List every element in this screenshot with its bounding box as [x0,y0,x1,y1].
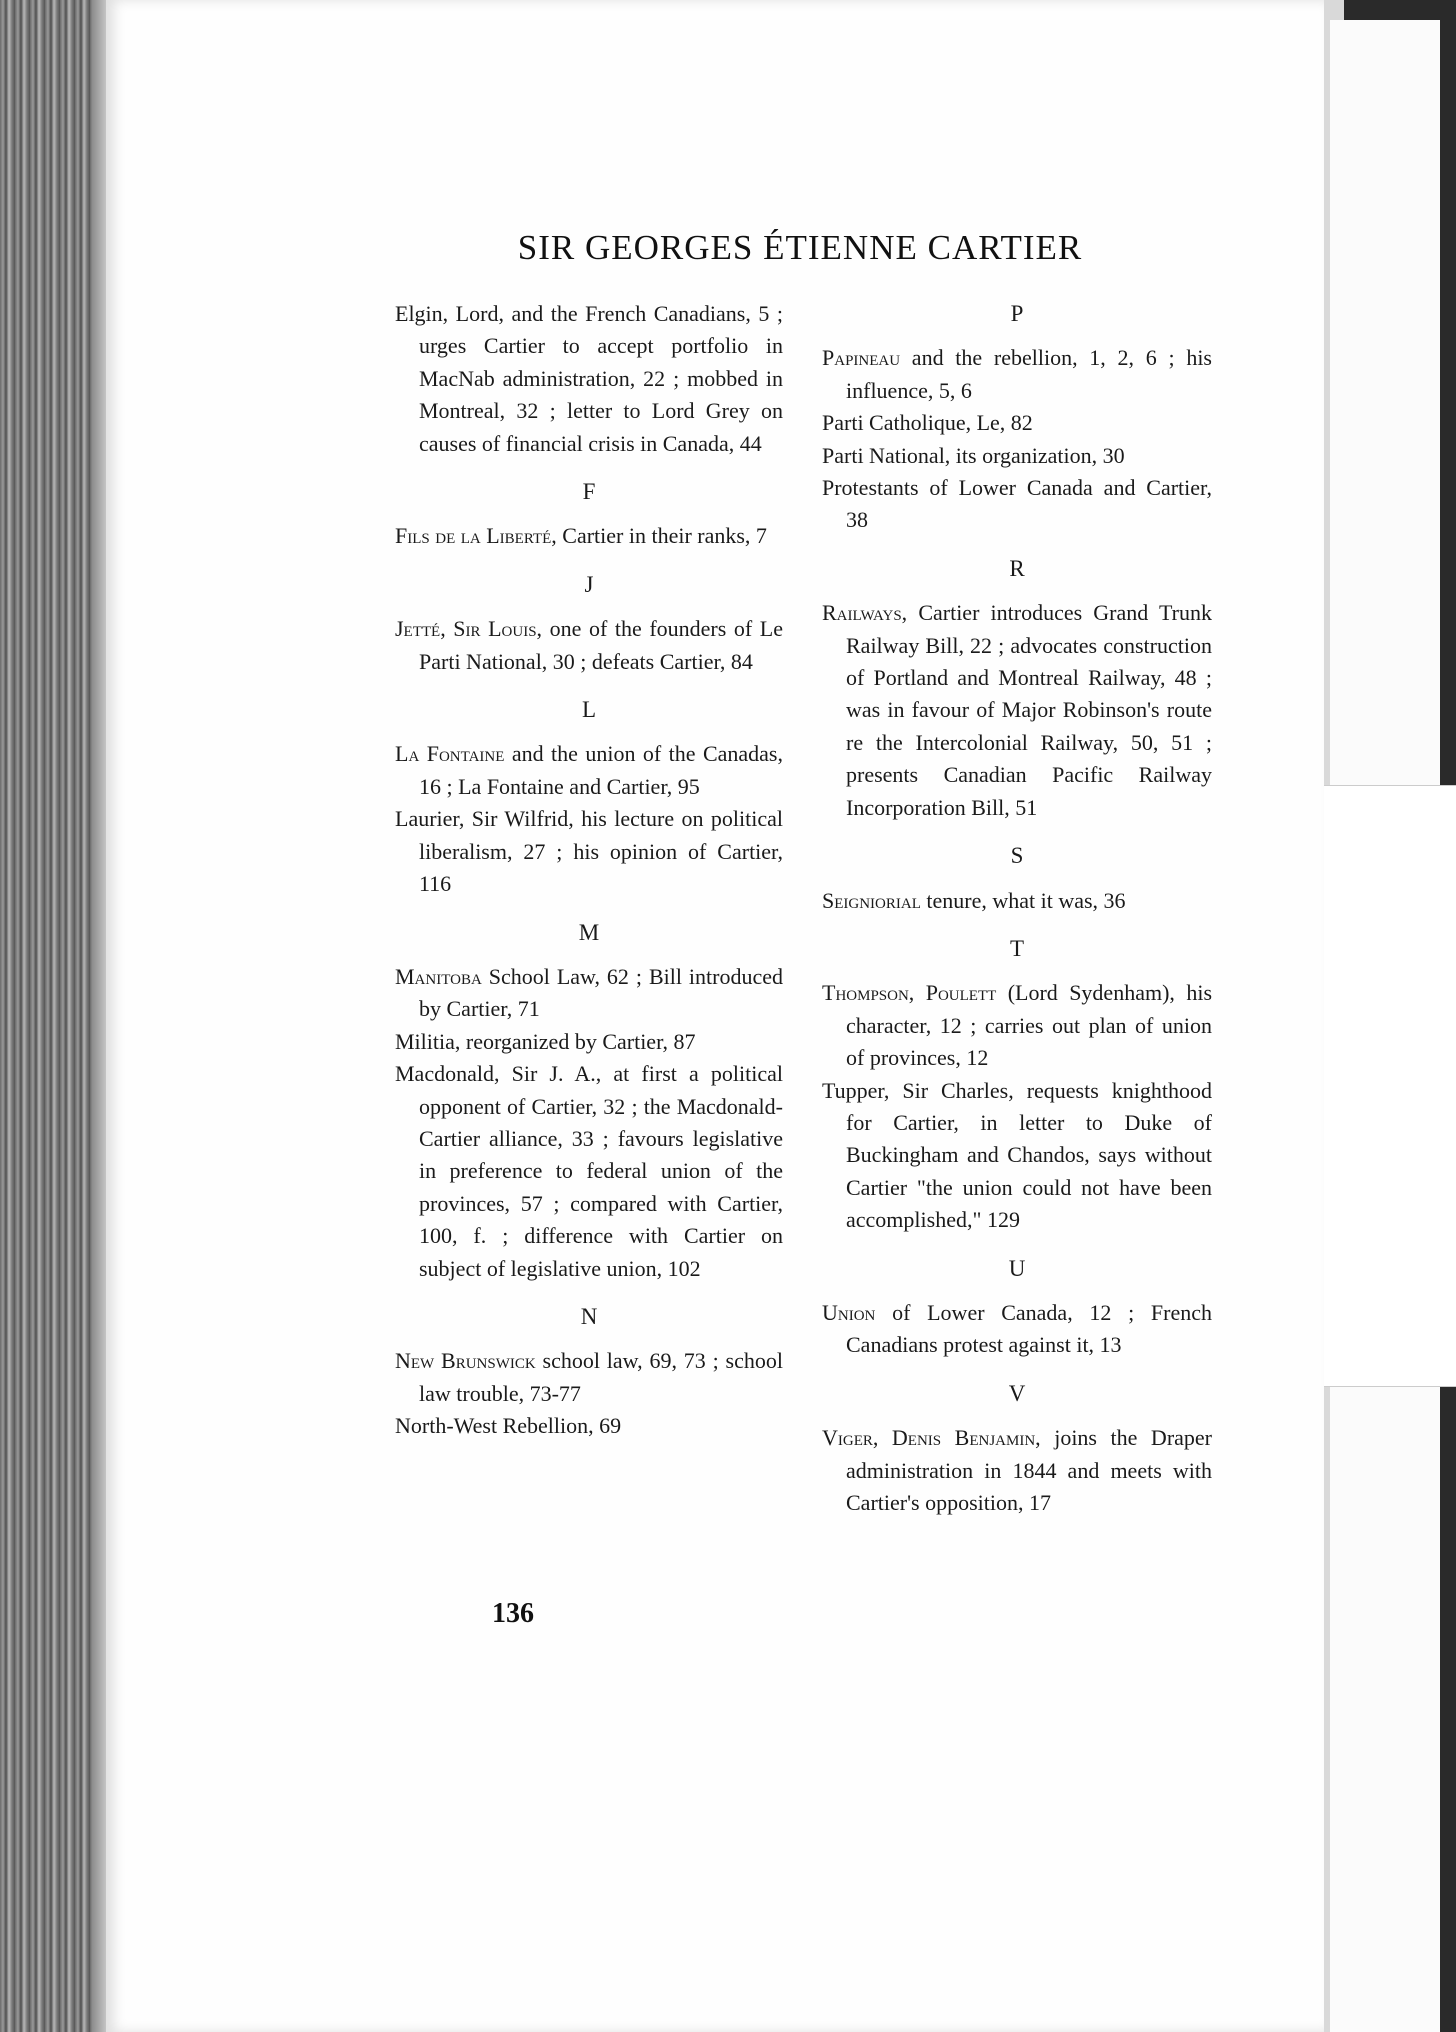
index-entry-text: Elgin, Lord, and the French Canadians, 5 ; urges Cartier to accept portfolio in MacNab administration, 22 ; mobbed in Montreal, 32 ; letter to Lord Grey on causes of financial crisis in Canada, 44 [395,301,783,456]
index-letter-heading: N [580,1303,598,1329]
index-entry-head: Papineau [822,345,901,371]
index-entry-text: one of the founders of Le Parti National, 30 ; defeats Cartier, 84 [419,616,783,674]
index-entry-text: Cartier in their ranks, 7 [556,523,767,549]
index-entry-text: (Lord Sydenham), his character, 12 ; carries out plan of union of provinces, 12 [846,980,1212,1071]
index-entry [395,961,783,1026]
index-entry-head: Seigniorial [822,887,921,913]
index-letter-heading: V [1008,1380,1026,1406]
index-entry [822,1422,1212,1519]
adjacent-page-tab [1316,785,1456,1387]
index-letter-heading: T [1009,935,1025,961]
index-entry [822,407,1212,439]
index-letter-heading: P [1010,301,1024,326]
index-entry [822,472,1212,537]
index-entry [822,977,1212,1074]
index-letter-heading: J [584,571,594,597]
page-number: 136 [492,1598,534,1629]
index-entry [395,1058,783,1285]
index-column-right [822,298,1212,1519]
index-entry-text: Protestants of Lower Canada and Cartier, 38 [822,475,1212,533]
index-entry-head: Thompson, Poulett [822,980,997,1006]
index-letter-heading: U [1008,1255,1026,1281]
index-letter-heading: R [1009,555,1025,581]
index-letter-heading: S [1010,843,1024,869]
index-letter-heading: M [578,919,600,945]
index-entry-head: La Fontaine [395,741,505,767]
index-entry [395,1026,783,1058]
index-entry-text: Militia, reorganized by Cartier, 87 [395,1028,696,1054]
index-entry-text: Parti National, its organization, 30 [822,442,1125,468]
index-letter-heading: F [582,479,596,505]
index-entry [395,1410,783,1442]
index-entry-text: School Law, 62 ; Bill introduced by Cartier, 71 [419,963,783,1022]
index-entry-text: tenure, what it was, 36 [920,887,1126,913]
index-column-left [395,298,783,1443]
index-entry-text: and the union of the Canadas, 16 ; La Fontaine and Cartier, 95 [419,741,783,799]
index-entry [395,738,783,803]
index-entry [822,342,1212,407]
index-entry-head: Union [822,1299,876,1325]
index-entry-head: Railways, [822,600,908,626]
index-entry-text: Macdonald, Sir J. A., at first a political opponent of Cartier, 32 ; the Macdonald-Cartier alliance, 33 ; favours legislative in preference to federal union of the provinces, 57 ; compared with Cartier, 100, f. ; difference with Cartier on subject of legislative union, 102 [395,1061,783,1281]
index-entry-text: school law, 69, 73 ; school law trouble, 73-77 [419,1348,783,1406]
index-entry-text: of Lower Canada, 12 ; French Canadians protest against it, 13 [846,1299,1212,1358]
index-entry [395,298,783,460]
index-entry-text: Cartier introduces Grand Trunk Railway Bill, 22 ; advocates construction of Portland and Montreal Railway, 48 ; was in favour of Major Robinson's route re the Intercolonial Railway, 50, 51 ; presents Canadian Pacific Railway Incorporation Bill, 51 [846,600,1212,820]
index-entry-text: joins the Draper administration in 1844 and meets with Cartier's opposition, 17 [846,1425,1212,1515]
index-entry-head: Jetté, Sir Louis, [395,616,543,642]
index-entry [395,1345,783,1410]
running-head: SIR GEORGES ÉTIENNE CARTIER [517,228,1083,267]
index-letter-heading: L [581,697,597,723]
index-entry-text: Parti Catholique, Le, 82 [822,410,1033,436]
index-entry [822,885,1212,917]
index-entry [822,1297,1212,1362]
index-entry-text: Laurier, Sir Wilfrid, his lecture on political liberalism, 27 ; his opinion of Cartier, 116 [395,806,783,897]
index-entry-head: Fils de la Liberté, [395,523,557,549]
index-entry [395,613,783,678]
index-entry-text: Tupper, Sir Charles, requests knighthood for Cartier, in letter to Duke of Buckingham and Chandos, says without Cartier "the union could not have been accomplished," 129 [822,1077,1212,1233]
index-entry [822,440,1212,472]
index-entry [822,1075,1212,1237]
index-entry-head: Manitoba [395,963,482,989]
index-entry-text: and the rebellion, 1, 2, 6 ; his influence, 5, 6 [846,345,1212,403]
index-entry [822,597,1212,824]
index-entry [395,520,783,552]
index-entry [395,803,783,900]
index-entry-head: Viger, Denis Benjamin, [822,1425,1041,1451]
index-entry-text: North-West Rebellion, 69 [395,1413,622,1439]
index-entry-head: New Brunswick [395,1348,536,1374]
